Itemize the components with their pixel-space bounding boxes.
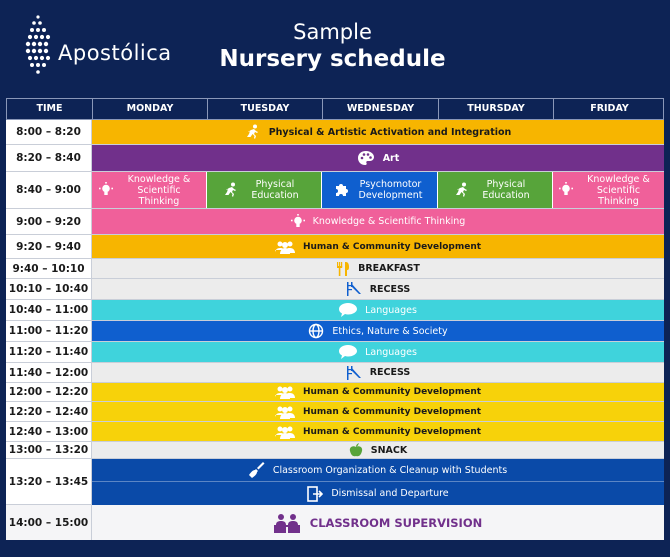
activity-label: Classroom Organization & Cleanup with Students — [272, 464, 508, 476]
time-cell: 10:10 – 10:40 — [6, 279, 92, 299]
time-cell: 13:00 – 13:20 — [6, 442, 92, 458]
lightbulb-icon — [291, 214, 305, 230]
people-icon — [275, 405, 295, 419]
time-cell: 12:40 – 13:00 — [6, 422, 92, 441]
time-cell: 9:20 – 9:40 — [6, 235, 92, 258]
time-cell: 11:40 – 12:00 — [6, 363, 92, 382]
time-cell: 13:20 – 13:45 — [6, 459, 92, 504]
palette-icon — [357, 150, 375, 166]
table-row — [6, 279, 664, 300]
broom-icon — [249, 462, 265, 478]
activity-cell — [92, 235, 664, 258]
time-cell: 14:00 – 15:00 — [6, 505, 92, 540]
time-cell: 9:40 – 10:10 — [6, 259, 92, 278]
time-cell: 10:40 – 11:00 — [6, 300, 92, 320]
activity-cell — [92, 259, 664, 278]
activity-label: Art — [382, 152, 400, 164]
table-row — [6, 505, 664, 540]
activity-label: Human & Community Development — [302, 426, 482, 437]
speech-bubble-icon — [339, 303, 357, 317]
time-cell: 12:00 – 12:20 — [6, 383, 92, 401]
activity-cell — [92, 505, 664, 540]
column-header-wednesday: WEDNESDAY — [323, 99, 439, 119]
activity-label: SNACK — [370, 444, 408, 456]
thursday-cell — [438, 172, 553, 208]
activity-cell — [92, 402, 664, 421]
table-row — [6, 402, 664, 422]
activity-label: Languages — [365, 304, 417, 316]
activity-label: RECESS — [369, 283, 411, 295]
cell-label: Knowledge & Scientific Thinking — [587, 173, 650, 207]
exit-door-icon — [307, 486, 323, 502]
activity-cell — [92, 363, 664, 382]
time-cell: 11:00 – 11:20 — [6, 321, 92, 341]
monday-cell — [92, 172, 207, 208]
wednesday-cell — [322, 172, 438, 208]
activity-cell — [92, 442, 664, 458]
activity-label: BREAKFAST — [358, 263, 420, 274]
activity-cell — [92, 422, 664, 441]
column-header-thursday: THURSDAY — [439, 99, 554, 119]
activity-label: Physical & Artistic Activation and Integration — [268, 126, 512, 138]
table-row — [6, 300, 664, 321]
activity-label: Knowledge & Scientific Thinking — [312, 216, 466, 227]
speech-bubble-icon — [339, 345, 357, 359]
table-row — [6, 259, 664, 279]
column-header-friday: FRIDAY — [590, 103, 629, 114]
utensils-icon — [336, 262, 350, 276]
cell-label: Psychomotor Development — [358, 179, 423, 201]
table-row — [6, 321, 664, 342]
column-header-monday: MONDAY — [93, 99, 208, 119]
table-row — [6, 459, 664, 505]
globe-icon — [308, 323, 324, 339]
cell-label: Physical Education — [251, 179, 299, 201]
activity-cell — [92, 321, 664, 341]
table-row — [6, 172, 664, 209]
activity-label: Languages — [365, 346, 417, 358]
activity-label: Human & Community Development — [302, 406, 482, 417]
logo-dots-icon — [24, 14, 52, 76]
column-header-time: TIME — [7, 99, 93, 119]
friday-cell — [553, 172, 664, 208]
running-person-icon — [454, 182, 470, 198]
time-cell: 9:00 – 9:20 — [6, 209, 92, 234]
apple-icon — [349, 443, 363, 457]
table-row — [6, 145, 664, 172]
activity-label: RECESS — [369, 367, 411, 378]
activity-cell — [92, 279, 664, 299]
logo-text: Apostólica — [58, 41, 172, 65]
time-cell: 11:20 – 11:40 — [6, 342, 92, 362]
time-cell: 12:20 – 12:40 — [6, 402, 92, 421]
lightbulb-icon — [559, 182, 573, 198]
title-line2: Nursery schedule — [219, 46, 446, 72]
time-cell: 8:40 – 9:00 — [6, 172, 92, 208]
activity-cell — [92, 300, 664, 320]
table-row — [6, 120, 664, 145]
cell-label: Physical Education — [482, 179, 530, 201]
table-row — [6, 383, 664, 402]
table-header — [6, 98, 664, 120]
schedule-table — [6, 98, 664, 540]
people-icon — [275, 240, 295, 254]
activity-cell — [92, 459, 664, 482]
tuesday-cell — [207, 172, 322, 208]
people-icon — [275, 385, 295, 399]
table-row — [6, 342, 664, 363]
table-row — [6, 209, 664, 235]
time-cell: 8:00 – 8:20 — [6, 120, 92, 144]
activity-cell — [92, 383, 664, 401]
activity-cell — [92, 120, 664, 144]
logo — [24, 14, 172, 76]
activity-label: Human & Community Development — [302, 241, 482, 252]
lightbulb-icon — [99, 182, 113, 198]
activity-cell — [92, 482, 664, 505]
slide-icon — [346, 366, 362, 380]
activity-label: Human & Community Development — [302, 387, 482, 397]
classroom-icon — [274, 513, 302, 533]
activity-cell — [92, 145, 664, 171]
title-line1: Sample — [293, 20, 372, 44]
time-cell: 8:20 – 8:40 — [6, 145, 92, 171]
running-person-icon — [245, 124, 261, 140]
table-row — [6, 422, 664, 442]
table-row — [6, 235, 664, 259]
activity-label: CLASSROOM SUPERVISION — [309, 515, 483, 530]
people-icon — [275, 425, 295, 439]
table-row — [6, 363, 664, 383]
activity-label: Dismissal and Departure — [331, 488, 449, 499]
table-row — [6, 442, 664, 459]
running-person-icon — [223, 182, 239, 198]
activity-cell — [92, 209, 664, 234]
column-header-tuesday: TUESDAY — [208, 99, 323, 119]
activity-cell — [92, 342, 664, 362]
slide-icon — [346, 282, 362, 296]
cell-label: Knowledge & Scientific Thinking — [127, 173, 191, 207]
header — [0, 0, 670, 96]
puzzle-icon — [334, 182, 350, 198]
activity-label: Ethics, Nature & Society — [332, 325, 448, 337]
